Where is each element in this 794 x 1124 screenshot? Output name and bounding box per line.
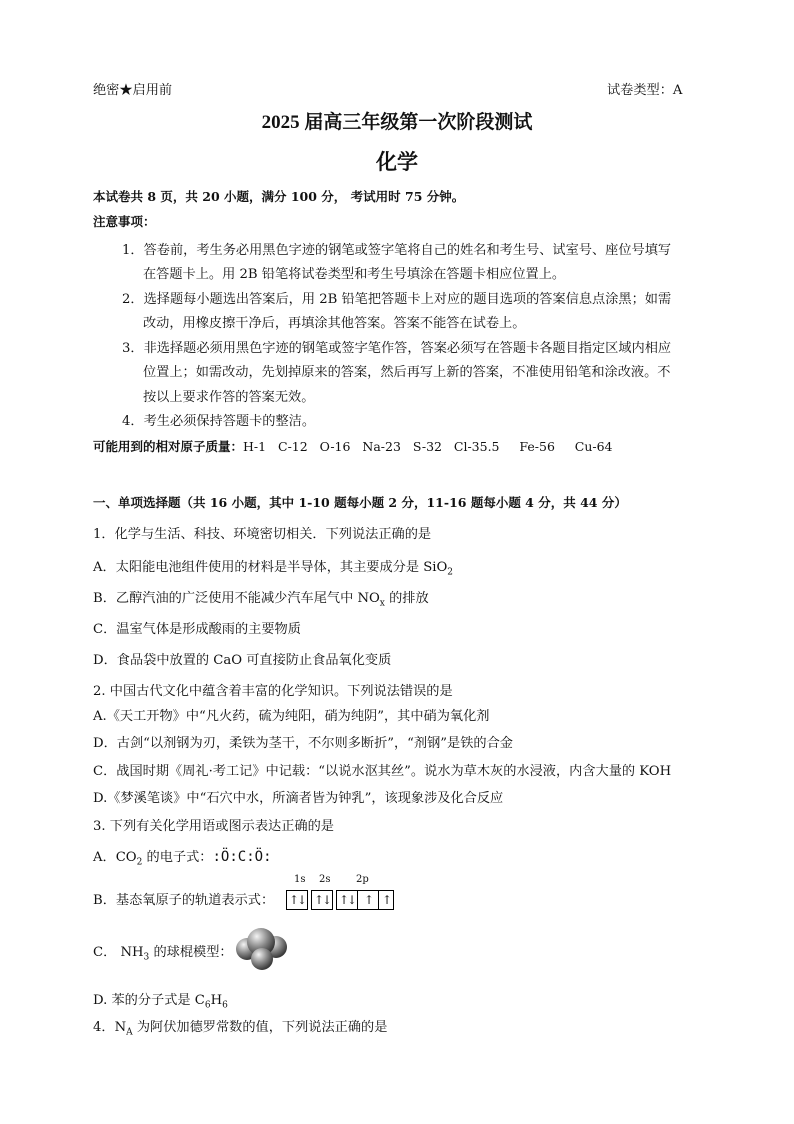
q3-option-d: D. 苯的分子式是 $C_6H_6$ (93, 993, 228, 1011)
q3-option-c: C． $NH_3$ 的球棍模型： (93, 945, 233, 963)
atomic-masses-values: H-1 C-12 O-16 Na-23 S-32 Cl-35.5 Fe-56 Cu-64 (243, 439, 613, 454)
note-line: 1．答卷前，考生务必用黑色字迹的钢笔或签字笔将自己的姓名和考生号、试室号、座位号填写 (122, 243, 672, 258)
note-line: 位置上；如需改动，先划掉原来的答案，然后再写上新的答案，不准使用铅笔和涂改液。不 (143, 365, 671, 380)
exam-title: 2025 届高三年级第一次阶段测试 (261, 112, 533, 133)
orbital-box-2p-3: ↑ (378, 890, 394, 910)
q2-option-d: D.《梦溪笔谈》中“石穴中水，所滴者皆为钟乳”，该现象涉及化合反应 (93, 791, 504, 806)
q3-option-a: A．$CO_2$ 的电子式：:Ö:C:Ö: (93, 849, 272, 868)
note-line: 3．非选择题必须用黑色字迹的钢笔或签字笔作答，答案必须写在答题卡各题目指定区域内相应 (122, 341, 672, 356)
atomic-masses-label: 可能用到的相对原子质量： (93, 439, 244, 454)
co2-electron-formula: :Ö:C:Ö: (212, 849, 272, 865)
exam-info: 本试卷共 8 页，共 20 小题，满分 100 分， 考试用时 75 分钟。 (93, 189, 465, 204)
q3-stem: 3. 下列有关化学用语或图示表达正确的是 (93, 819, 334, 834)
orbital-label-2s: 2s (319, 874, 331, 885)
nh3-ball-model (232, 922, 292, 974)
q1-option-a: A．太阳能电池组件使用的材料是半导体，其主要成分是 SiO$_2$ (93, 560, 454, 578)
q3-option-b: B．基态氧原子的轨道表示式： (93, 893, 275, 908)
q1-option-d: D．食品袋中放置的 CaO 可直接防止食品氧化变质 (93, 653, 392, 668)
confidential-label: 绝密★启用前 (93, 83, 173, 98)
orbital-label-1s: 1s (294, 874, 306, 885)
note-line: 4．考生必须保持答题卡的整洁。 (122, 414, 316, 429)
note-line: 在答题卡上。用 2B 铅笔将试卷类型和考生号填涂在答题卡相应位置上。 (143, 267, 566, 282)
orbital-box-2p-1: ↑↓ (336, 890, 358, 910)
notes-heading: 注意事项： (93, 214, 156, 229)
orbital-label-2p: 2p (356, 874, 369, 885)
q2-option-c: C．战国时期《周礼·考工记》中记载：“以说水沤其丝”。说水为草木灰的水浸液，内含大量的 KOH (93, 764, 672, 779)
q2-option-a: A.《天工开物》中“凡火药，硫为纯阳，硝为纯阴”，其中硝为氧化剂 (93, 709, 490, 724)
paper-type-label: 试卷类型：A (607, 83, 683, 98)
q1-stem: 1．化学与生活、科技、环境密切相关．下列说法正确的是 (93, 527, 432, 542)
note-line: 改动，用橡皮擦干净后，再填涂其他答案。答案不能答在试卷上。 (143, 316, 526, 331)
section-heading: 一、单项选择题（共 16 小题，其中 1-10 题每小题 2 分，11-16 题每小题 4 分，共 44 分） (93, 495, 627, 510)
hydrogen-atom (251, 948, 273, 970)
orbital-box-2s: ↑↓ (311, 890, 333, 910)
q2-option-b: D．古剑“以剂钢为刃，柔铁为茎干，不尔则多断折”，“剂钢”是铁的合金 (93, 736, 513, 751)
subject-title: 化学 (376, 149, 418, 174)
q1-option-b: B．乙醇汽油的广泛使用不能减少汽车尾气中 $NO_x$ 的排放 (93, 591, 429, 609)
q2-stem: 2. 中国古代文化中蕴含着丰富的化学知识。下列说法错误的是 (93, 684, 453, 699)
q4-stem: 4．$N_A$ 为阿伏加德罗常数的值，下列说法正确的是 (93, 1020, 388, 1038)
orbital-box-2p-2: ↑ (357, 890, 379, 910)
note-line: 2．选择题每小题选出答案后，用 2B 铅笔把答题卡上对应的题目选项的答案信息点涂黑；如需 (122, 292, 672, 307)
orbital-diagram (286, 874, 396, 912)
q1-option-c: C．温室气体是形成酸雨的主要物质 (93, 622, 301, 637)
orbital-box-1s: ↑↓ (286, 890, 308, 910)
atomic-masses (93, 437, 613, 455)
note-line: 按以上要求作答的答案无效。 (143, 390, 315, 405)
